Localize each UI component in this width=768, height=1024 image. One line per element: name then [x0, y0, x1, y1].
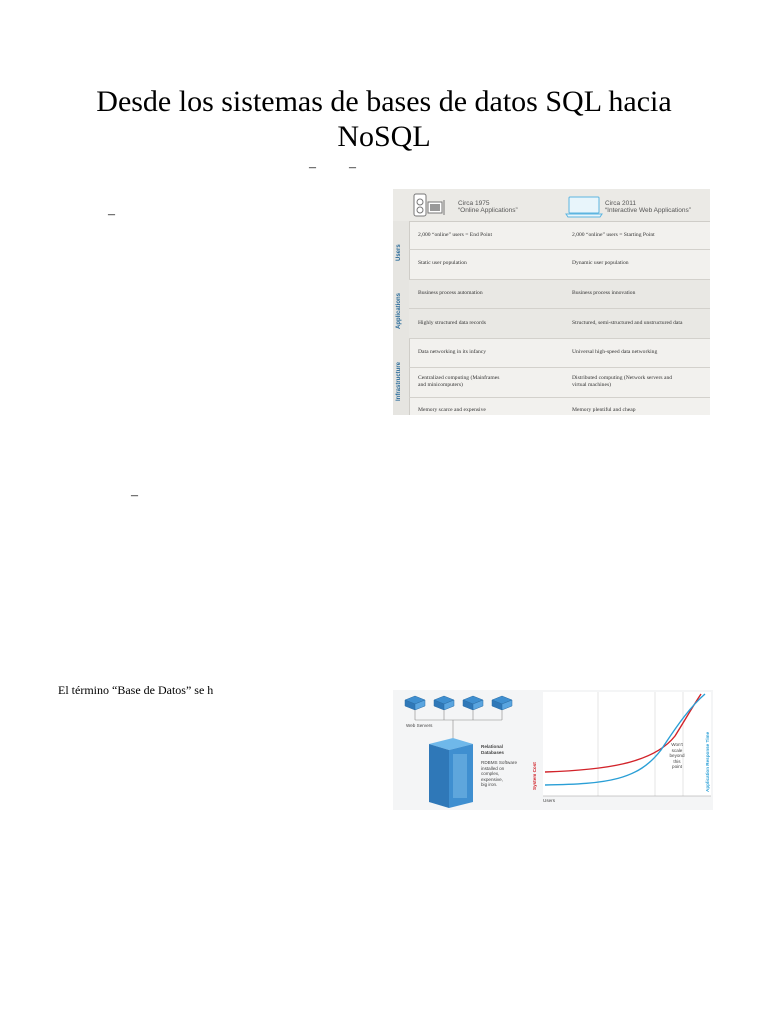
response-time-label: Application Response Time [705, 731, 710, 792]
section-label-infrastructure: Infrastructure [396, 361, 402, 401]
users-axis-label: Users [543, 798, 555, 803]
table-row [409, 280, 710, 309]
row-left: Highly structured data records [418, 320, 486, 326]
col1-era: Circa 1975 [458, 200, 490, 207]
table-row [409, 398, 710, 415]
row-right: Universal high-speed data networking [572, 349, 658, 355]
row-right: 2,000 “online” users = Starting Point [572, 232, 655, 238]
database-server-icon [429, 738, 473, 808]
row-left-line: Centralized computing (Mainframes [418, 375, 500, 381]
row-left: 2,000 “online” users = End Point [418, 232, 492, 238]
col1-name: “Online Applications” [458, 207, 518, 214]
row-right-line: Distributed computing (Network servers and [572, 375, 673, 381]
row-left: Memory scarce and expensive [418, 407, 486, 413]
table-row [409, 250, 710, 280]
row-right-line: virtual machines) [572, 381, 611, 388]
table-row [409, 339, 710, 368]
relational-databases-label: Relational Databases [481, 744, 504, 755]
row-left: Static user population [418, 260, 467, 266]
dash-mark: – [131, 488, 138, 503]
row-right [572, 375, 672, 388]
row-right: Memory plentiful and cheap [572, 407, 636, 413]
dash-mark: – [309, 160, 316, 175]
table-row [409, 222, 710, 250]
title-line-2: NoSQL [337, 120, 431, 153]
row-right: Business process innovation [572, 290, 636, 296]
rdbms-caption: RDBMS Software installed on complex, expensive, big iron. [481, 760, 517, 787]
system-cost-label: System Cost [532, 762, 537, 790]
section-sidebar [393, 221, 410, 415]
web-servers-icon [405, 696, 512, 738]
page-title [40, 84, 728, 154]
table-row [409, 309, 710, 339]
wont-scale-note: Won't scale beyond this point [669, 742, 685, 769]
row-right: Structured, semi-structured and unstructured data [572, 320, 683, 326]
mainframe-icon [411, 192, 451, 219]
dash-mark: – [108, 207, 115, 222]
col2-era: Circa 2011 [605, 200, 636, 207]
scaling-diagram [393, 690, 713, 810]
title-line-1: Desde los sistemas de bases de datos SQL hacia [96, 85, 672, 118]
table-row [409, 368, 710, 398]
section-label-users: Users [396, 244, 402, 261]
row-left: Business process automation [418, 290, 483, 296]
row-right: Dynamic user population [572, 260, 629, 266]
chart-area [543, 692, 711, 796]
dash-mark: – [349, 160, 356, 175]
row-left: Data networking in its infancy [418, 349, 487, 355]
scaling-figure [393, 690, 713, 810]
section-label-applications: Applications [396, 292, 402, 329]
laptop-icon [565, 195, 605, 219]
comparison-figure [393, 189, 710, 415]
web-servers-label: Web Servers [406, 723, 433, 728]
col2-name: “Interactive Web Applications” [605, 207, 691, 214]
row-left-line: and minicomputers) [418, 381, 463, 388]
paragraph-text: El término “Base de Datos” se h [58, 683, 214, 697]
row-left [418, 375, 499, 388]
